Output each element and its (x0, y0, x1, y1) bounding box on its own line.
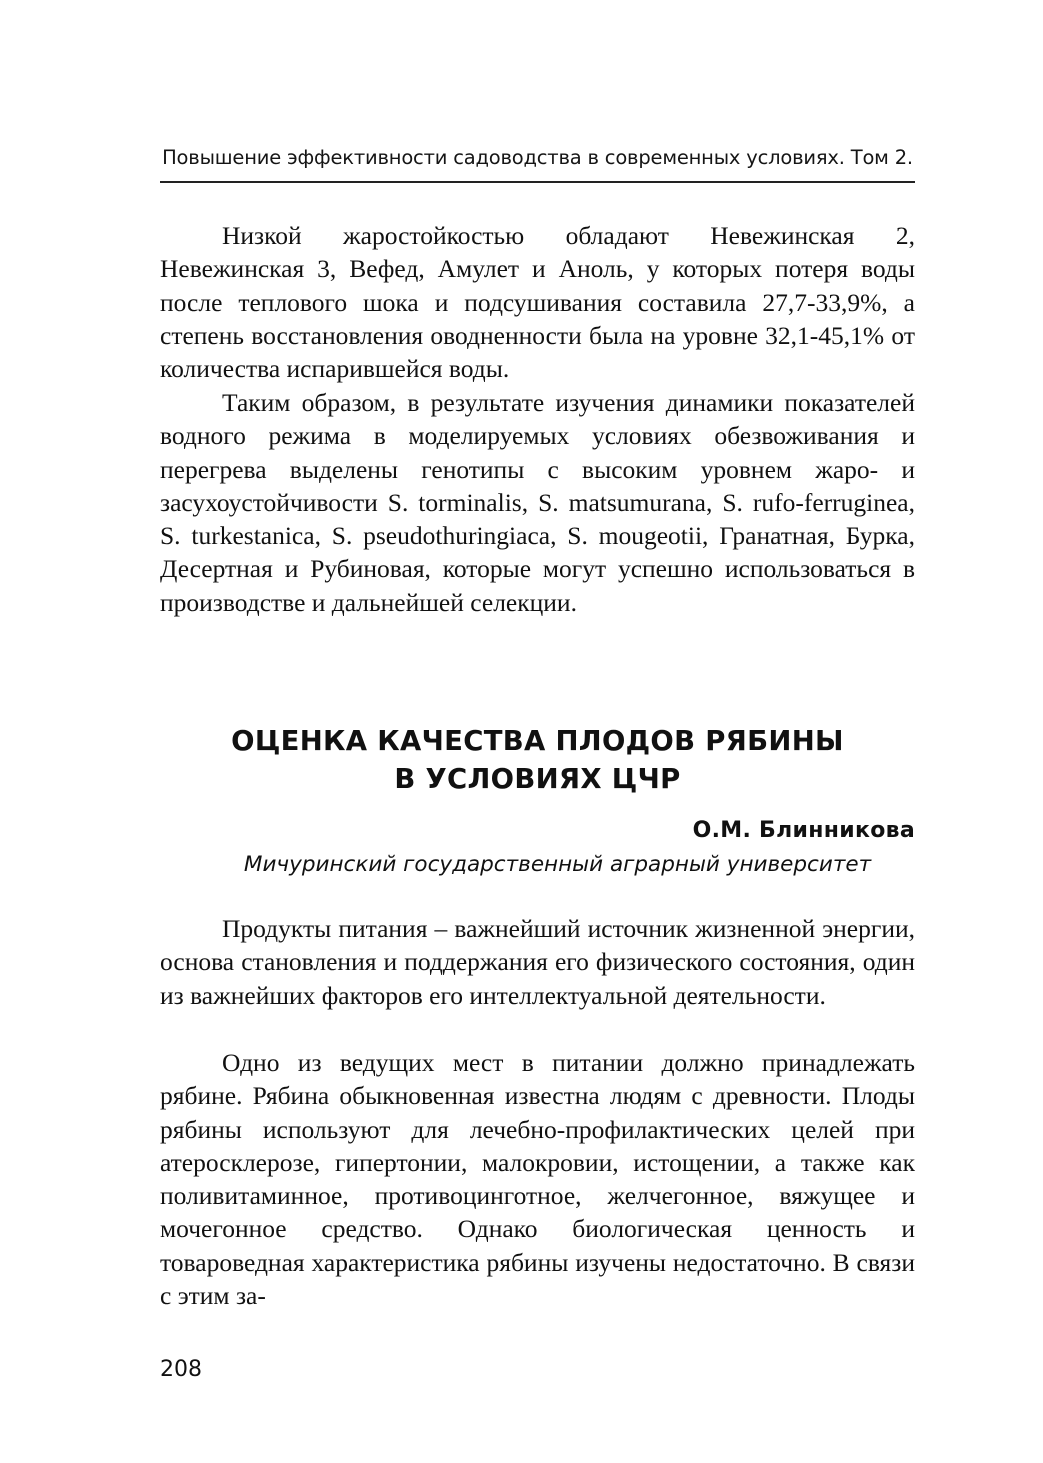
article-title-line: В УСЛОВИЯХ ЦЧР (394, 763, 681, 795)
article-author: О.М. Блинникова (692, 818, 915, 843)
article-title-line: ОЦЕНКА КАЧЕСТВА ПЛОДОВ РЯБИНЫ (231, 725, 844, 757)
header-rule (160, 181, 915, 183)
article-title (160, 722, 915, 798)
body-paragraph: Продукты питания – важнейший источник жизненной энергии, основа становления и поддержания его физического состояния, один из важнейших факторов его интеллектуальной деятельности. (160, 914, 915, 1010)
article-affiliation: Мичуринский государственный аграрный университет (243, 852, 872, 877)
body-paragraph: Таким образом, в результате изучения динамики показателей водного режима в моделируемых условиях обезвоживания и перегрева выделены генотипы с высоким уровнем жаро- и засухоустойчивости S. torminalis, S. matsumurana, S. rufo-ferruginea, S. turkestanica, S. pseudothuringiaca, S. mougeotii, Гранатная, Бурка, Десертная и Рубиновая, которые могут успешно использоваться в производстве и дальнейшей селекции. (160, 388, 915, 617)
body-paragraph: Низкой жаростойкостью обладают Невежинская 2, Невежинская 3, Вефед, Амулет и Аноль, у которых потеря воды после теплового шока и подсушивания составила 27,7-33,9%, а степень восстановления оводненности была на уровне 32,1-45,1% от количества испарившейся воды. (160, 221, 915, 384)
running-header: Повышение эффективности садоводства в современных условиях. Том 2. (162, 146, 913, 169)
page-number: 208 (160, 1357, 202, 1382)
body-paragraph: Одно из ведущих мест в питании должно принадлежать рябине. Рябина обыкновенная известна людям с древности. Плоды рябины используют для лечебно-профилактических целей при атеросклерозе, гипертонии, малокровии, истощении, а также как поливитаминное, противоцинготное, желчегонное, вяжущее и мочегонное средство. Однако биологическая ценность и товароведная характеристика рябины изучены недостаточно. В связи с этим за- (160, 1048, 915, 1311)
